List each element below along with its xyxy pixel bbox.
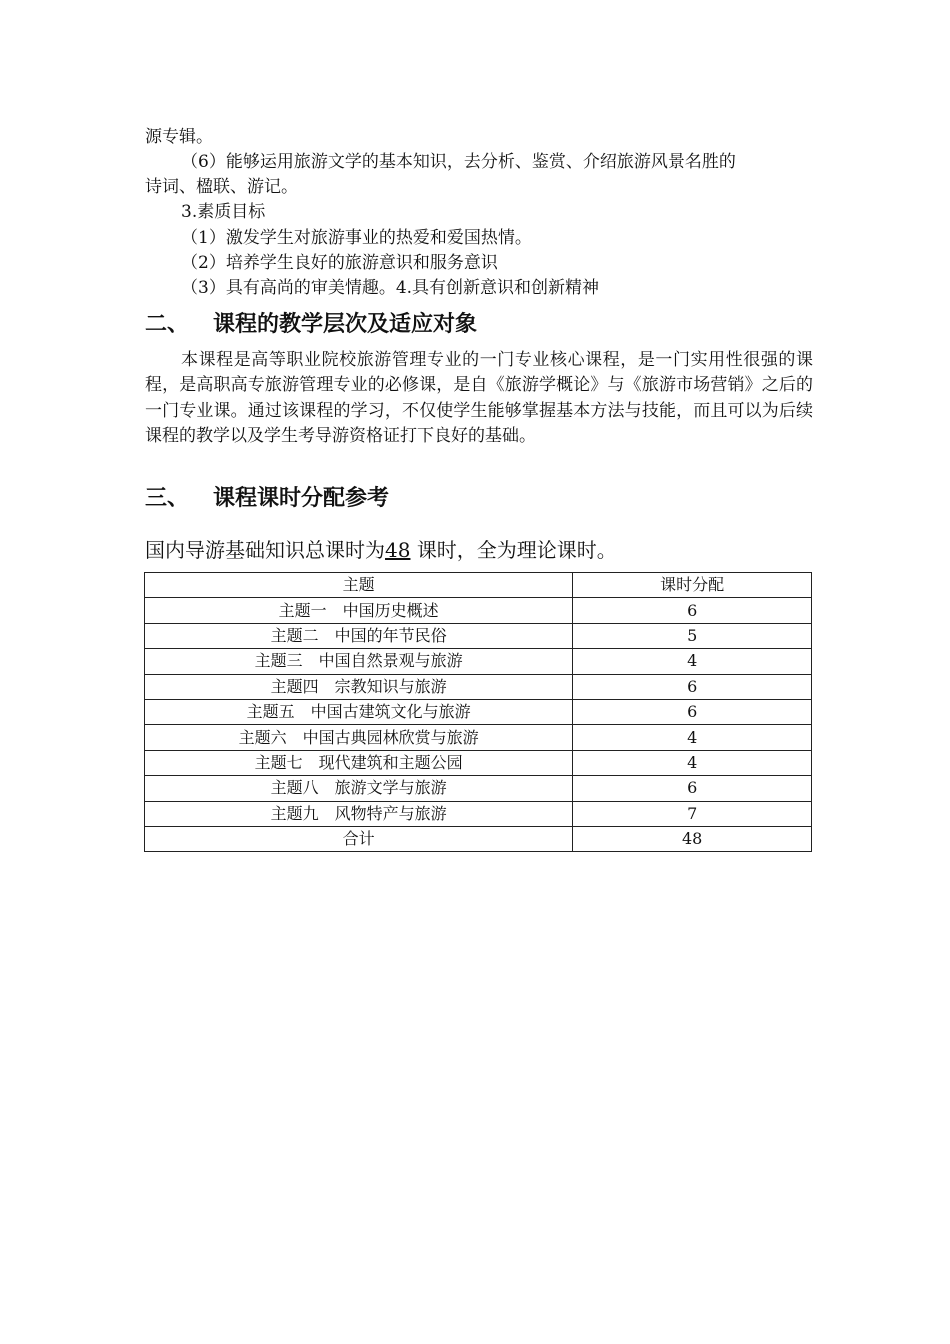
intro-text: 课时，全为理论课时。 bbox=[416, 538, 617, 562]
table-header-row bbox=[145, 573, 812, 598]
topic-cell: 主题八 旅游文学与旅游 bbox=[145, 776, 573, 801]
text-line: （2）培养学生良好的旅游意识和服务意识 bbox=[181, 253, 498, 273]
total-hours-cell: 48 bbox=[573, 826, 812, 851]
header-topic: 主题 bbox=[145, 573, 573, 598]
text-line: 源专辑。 bbox=[145, 127, 213, 147]
topic-cell: 主题七 现代建筑和主题公园 bbox=[145, 750, 573, 775]
table-row bbox=[145, 725, 812, 750]
topic-cell: 主题二 中国的年节民俗 bbox=[145, 623, 573, 648]
table-row bbox=[145, 699, 812, 724]
text-line: （1）激发学生对旅游事业的热爱和爱国热情。 bbox=[181, 228, 532, 248]
topic-cell: 主题四 宗教知识与旅游 bbox=[145, 674, 573, 699]
total-hours-sentence bbox=[145, 535, 617, 565]
section-heading-2 bbox=[145, 310, 477, 340]
table-total-row bbox=[145, 826, 812, 851]
table-row bbox=[145, 598, 812, 623]
hours-cell: 6 bbox=[573, 776, 812, 801]
subheading-quality-goals: 3.素质目标 bbox=[181, 202, 266, 222]
table-row bbox=[145, 649, 812, 674]
hours-cell: 4 bbox=[573, 649, 812, 674]
text-line: 诗词、楹联、游记。 bbox=[145, 177, 298, 197]
table-row bbox=[145, 750, 812, 775]
hours-cell: 5 bbox=[573, 623, 812, 648]
topic-cell: 主题一 中国历史概述 bbox=[145, 598, 573, 623]
section-title: 课程课时分配参考 bbox=[213, 486, 390, 511]
section-number: 二、 bbox=[145, 312, 190, 337]
table-row bbox=[145, 776, 812, 801]
topic-cell: 主题三 中国自然景观与旅游 bbox=[145, 649, 573, 674]
total-label-cell: 合计 bbox=[145, 826, 573, 851]
hours-cell: 4 bbox=[573, 725, 812, 750]
topic-cell: 主题九 风物特产与旅游 bbox=[145, 801, 573, 826]
hours-cell: 6 bbox=[573, 674, 812, 699]
table-row bbox=[145, 623, 812, 648]
text-line: （6）能够运用旅游文学的基本知识，去分析、鉴赏、介绍旅游风景名胜的 bbox=[181, 152, 736, 172]
section-heading-3 bbox=[145, 484, 389, 514]
intro-text: 国内导游基础知识总课时为 bbox=[145, 538, 385, 562]
header-hours: 课时分配 bbox=[573, 573, 812, 598]
hours-cell: 7 bbox=[573, 801, 812, 826]
total-hours-value: 48 bbox=[385, 538, 411, 562]
hours-cell: 6 bbox=[573, 699, 812, 724]
section-title: 课程的教学层次及适应对象 bbox=[213, 312, 478, 337]
topic-cell: 主题五 中国古建筑文化与旅游 bbox=[145, 699, 573, 724]
table-row bbox=[145, 801, 812, 826]
text-line: （3）具有高尚的审美情趣。4.具有创新意识和创新精神 bbox=[181, 278, 600, 298]
topic-cell: 主题六 中国古典园林欣赏与旅游 bbox=[145, 725, 573, 750]
hours-cell: 4 bbox=[573, 750, 812, 775]
section-number: 三、 bbox=[145, 486, 190, 511]
table-row bbox=[145, 674, 812, 699]
hours-cell: 6 bbox=[573, 598, 812, 623]
section-2-paragraph: 本课程是高等职业院校旅游管理专业的一门专业核心课程，是一门实用性很强的课程，是高职高专旅游管理专业的必修课，是自《旅游学概论》与《旅游市场营销》之后的一门专业课。通过该课程的学习，不仅使学生能够掌握基本方法与技能，而且可以为后续课程的教学以及学生考导游资格证打下良好的基础。 bbox=[145, 350, 813, 446]
hours-allocation-table bbox=[144, 572, 812, 852]
